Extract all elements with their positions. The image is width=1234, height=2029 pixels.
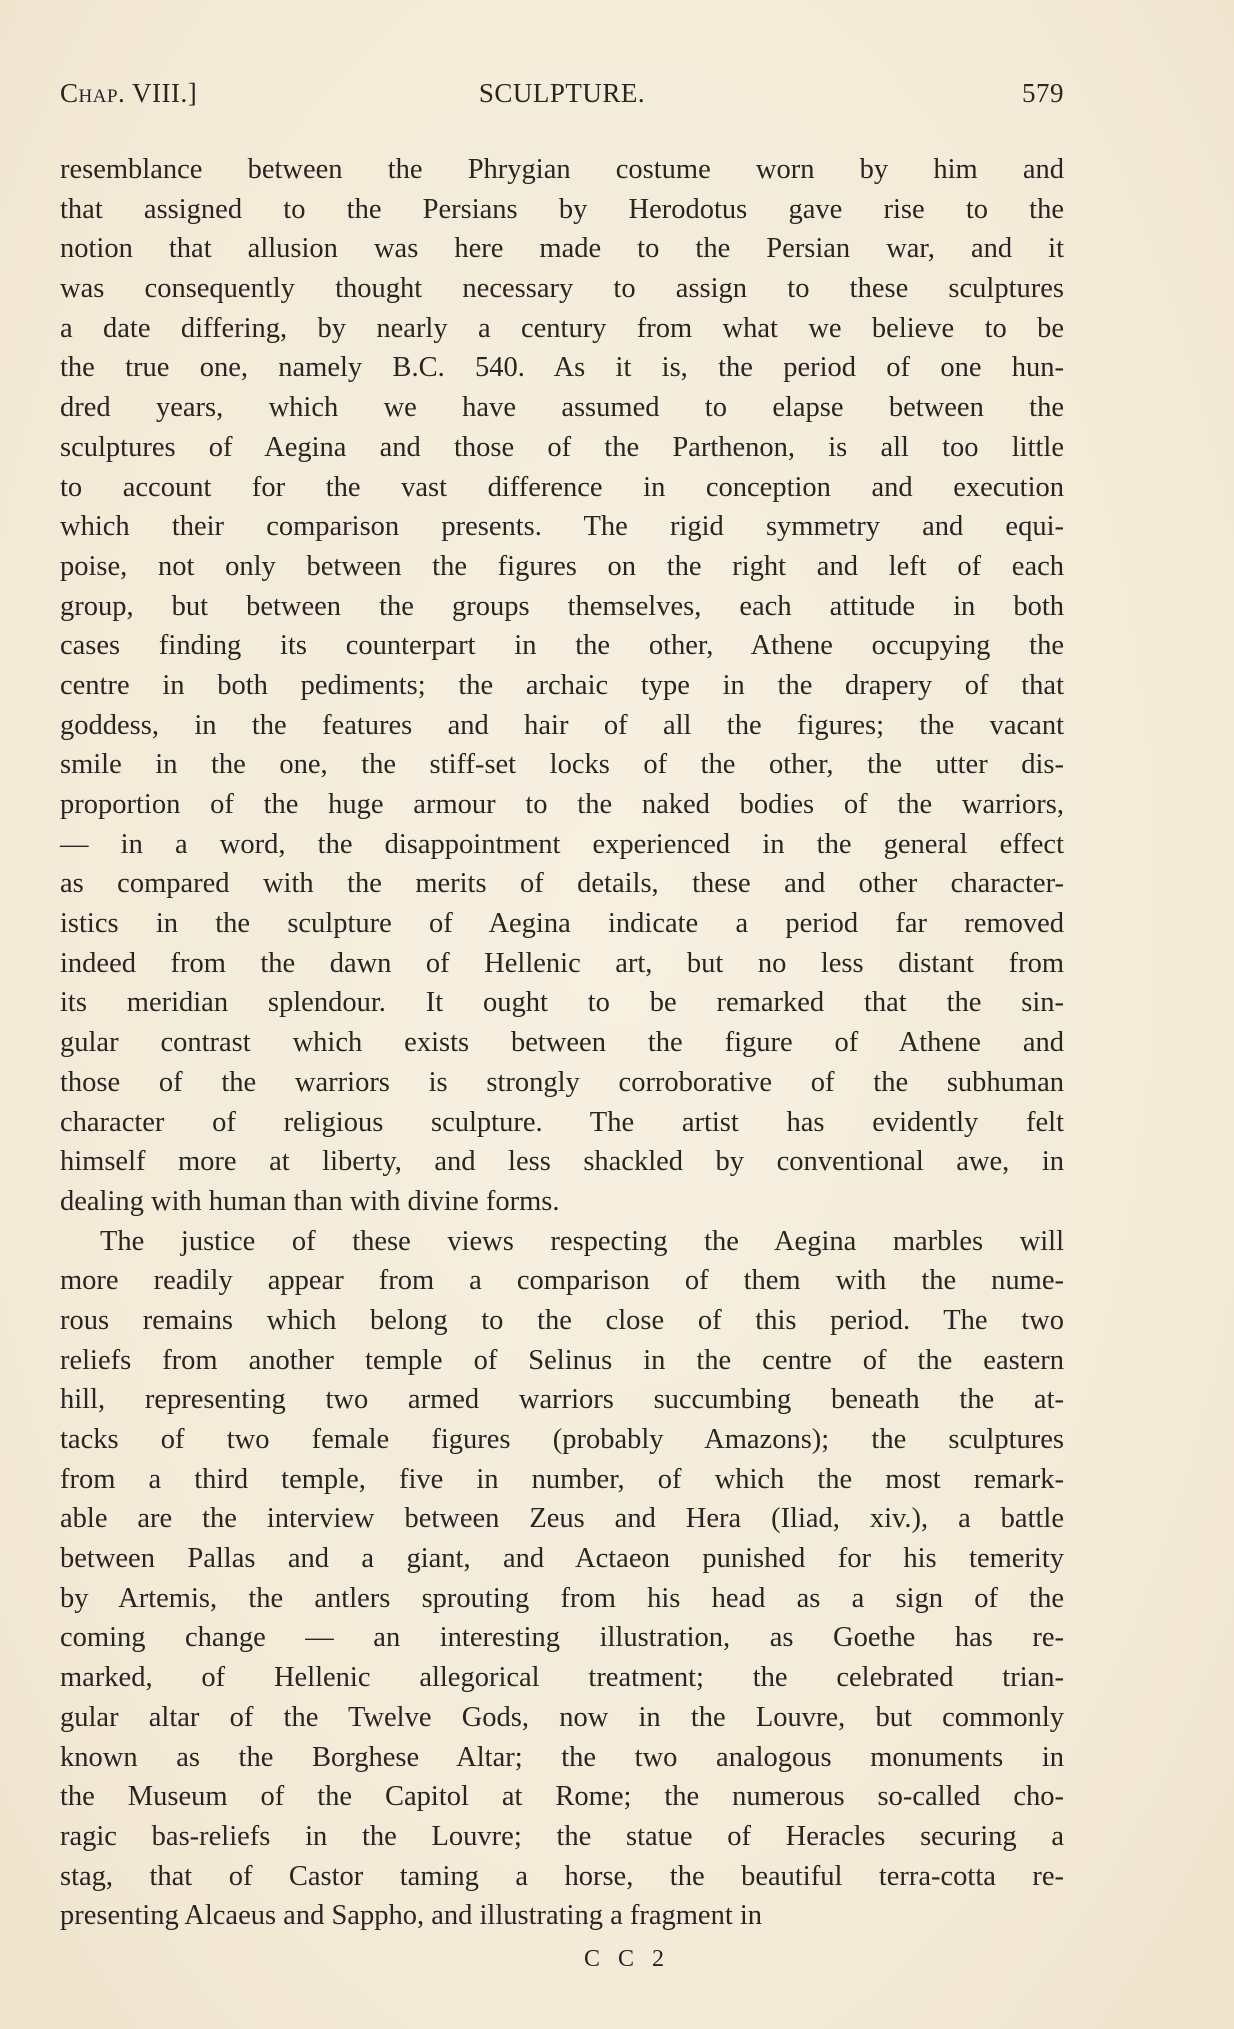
text-line: ragic bas-reliefs in the Louvre; the statue of Heracles securing a bbox=[60, 1820, 1064, 1852]
signature-mark: C C 2 bbox=[583, 1946, 670, 1972]
text-line: cases finding its counterpart in the other, Athene occupying the bbox=[60, 630, 1064, 662]
page-title: SCULPTURE. bbox=[478, 78, 646, 108]
text-line: dealing with human than with divine forms. bbox=[60, 1185, 560, 1217]
text-line: smile in the one, the stiff-set locks of the other, the utter dis- bbox=[60, 749, 1064, 781]
text-line: gular contrast which exists between the figure of Athene and bbox=[60, 1027, 1064, 1059]
page-number: 579 bbox=[1022, 78, 1064, 108]
text-line: — in a word, the disappointment experienced in the general effect bbox=[60, 828, 1064, 860]
text-line: character of religious sculpture. The artist has evidently felt bbox=[60, 1106, 1064, 1138]
text-line: which their comparison presents. The rigid symmetry and equi- bbox=[60, 511, 1064, 543]
text-line: the true one, namely B.C. 540. As it is, the period of one hun- bbox=[60, 352, 1064, 384]
text-line: its meridian splendour. It ought to be remarked that the sin- bbox=[60, 987, 1064, 1019]
text-line: goddess, in the features and hair of all the figures; the vacant bbox=[60, 709, 1064, 741]
text-line: able are the interview between Zeus and Hera (Iliad, xiv.), a battle bbox=[60, 1503, 1064, 1535]
text-line: reliefs from another temple of Selinus in the centre of the eastern bbox=[60, 1344, 1064, 1376]
text-line: from a third temple, five in number, of which the most remark- bbox=[60, 1463, 1064, 1495]
text-line: by Artemis, the antlers sprouting from his head as a sign of the bbox=[60, 1582, 1064, 1614]
text-line: indeed from the dawn of Hellenic art, but no less distant from bbox=[60, 947, 1064, 979]
text-line: coming change — an interesting illustration, as Goethe has re- bbox=[60, 1622, 1064, 1654]
text-line: tacks of two female figures (probably Amazons); the sculptures bbox=[60, 1424, 1064, 1455]
text-line: was consequently thought necessary to assign to these sculptures bbox=[60, 273, 1064, 305]
text-line: more readily appear from a comparison of them with the nume- bbox=[60, 1265, 1064, 1297]
text-line: sculptures of Aegina and those of the Parthenon, is all too little bbox=[60, 431, 1064, 463]
text-line: presenting Alcaeus and Sappho, and illustrating a fragment in bbox=[60, 1900, 763, 1932]
text-line: stag, that of Castor taming a horse, the beautiful terra-cotta re- bbox=[60, 1860, 1064, 1892]
text-line: that assigned to the Persians by Herodotus gave rise to the bbox=[60, 193, 1064, 225]
text-line: gular altar of the Twelve Gods, now in the Louvre, but commonly bbox=[60, 1701, 1064, 1733]
text-line: The justice of these views respecting the Aegina marbles will bbox=[100, 1225, 1064, 1257]
text-line: dred years, which we have assumed to elapse between the bbox=[60, 392, 1064, 424]
text-line: himself more at liberty, and less shackled by conventional awe, in bbox=[60, 1146, 1064, 1178]
text-line: notion that allusion was here made to the Persian war, and it bbox=[60, 233, 1064, 265]
text-line: rous remains which belong to the close of this period. The two bbox=[60, 1304, 1064, 1336]
text-line: marked, of Hellenic allegorical treatment; the celebrated trian- bbox=[60, 1662, 1064, 1694]
text-line: group, but between the groups themselves, each attitude in both bbox=[60, 590, 1064, 622]
text-line: those of the warriors is strongly corroborative of the subhuman bbox=[60, 1066, 1064, 1098]
text-line: the Museum of the Capitol at Rome; the numerous so-called cho- bbox=[60, 1781, 1064, 1813]
text-line: resemblance between the Phrygian costume worn by him and bbox=[60, 154, 1064, 185]
text-line: istics in the sculpture of Aegina indicate a period far removed bbox=[60, 908, 1064, 940]
text-line: hill, representing two armed warriors succumbing beneath the at- bbox=[60, 1384, 1064, 1416]
running-head bbox=[60, 78, 1064, 118]
text-line: poise, not only between the figures on the right and left of each bbox=[60, 550, 1064, 582]
text-line: as compared with the merits of details, these and other character- bbox=[60, 868, 1064, 900]
chapter-label: Chap. VIII.] bbox=[60, 78, 198, 108]
text-line: between Pallas and a giant, and Actaeon punished for his temerity bbox=[60, 1543, 1064, 1575]
text-line: a date differing, by nearly a century from what we believe to be bbox=[60, 312, 1064, 344]
body-text bbox=[60, 150, 1064, 1936]
text-line: known as the Borghese Altar; the two analogous monuments in bbox=[60, 1741, 1064, 1773]
text-line: proportion of the huge armour to the naked bodies of the warriors, bbox=[60, 789, 1064, 820]
text-line: centre in both pediments; the archaic type in the drapery of that bbox=[60, 669, 1064, 701]
text-line: to account for the vast difference in conception and execution bbox=[60, 471, 1064, 503]
